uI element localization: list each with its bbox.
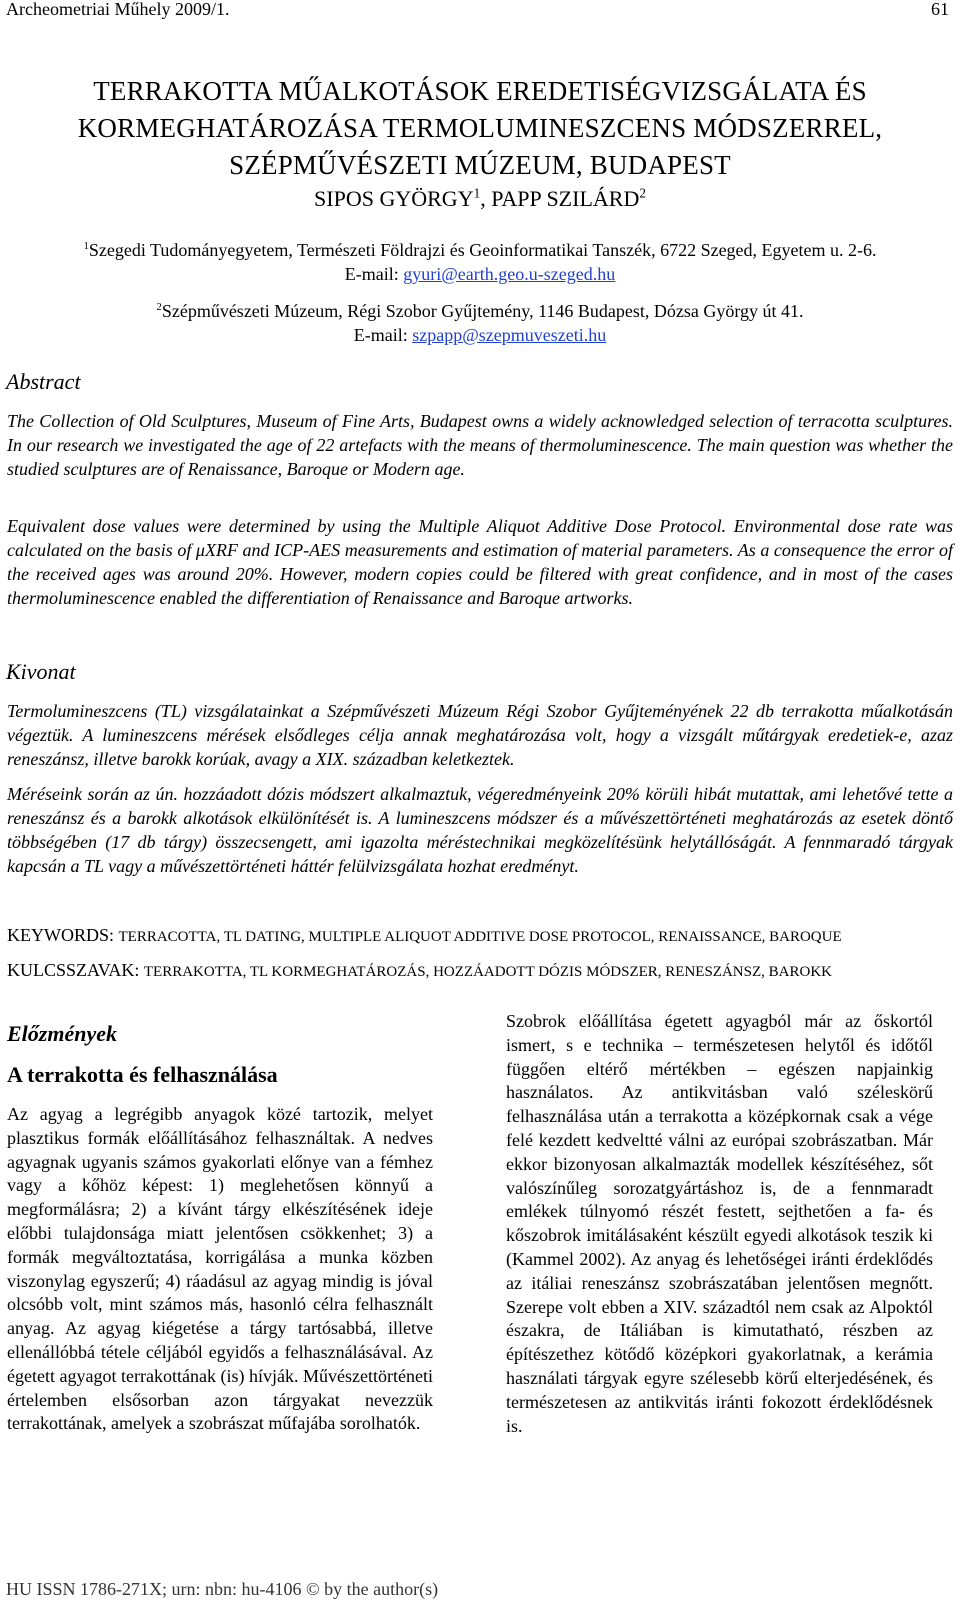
- abstract-paragraph-2: Equivalent dose values were determined by using the Multiple Aliquot Additive Dose Protocol. Environmental dose rate was calculated on the basis of μXRF and ICP-AES measurements and estimation of material parameters. As a consequence the error of the received ages was around 20%. However, modern copies could be filtered with great confidence, and in most of the cases thermoluminescence enabled the differentiation of Renaissance and Baroque artworks.: [7, 516, 953, 608]
- abstract-heading: Abstract: [6, 369, 81, 394]
- abstract-paragraph-1: The Collection of Old Sculptures, Museum of Fine Arts, Budapest owns a widely acknowledged selection of terracotta sculptures. In our research we investigated the age of 22 artefacts with the means of thermoluminescence. The main question was whether the studied sculptures are of Renaissance, Baroque or Modern age.: [7, 411, 953, 479]
- author-1: SIPOS GYÖRGY: [314, 186, 474, 211]
- title-line-1: TERRAKOTTA MŰALKOTÁSOK EREDETISÉGVIZSGÁLATA ÉS: [93, 76, 867, 106]
- title-line-2: KORMEGHATÁROZÁSA TERMOLUMINESZCENS MÓDSZERREL,: [77, 113, 883, 143]
- author-separator: ,: [480, 186, 492, 211]
- journal-header: Archeometriai Műhely 2009/1.: [6, 0, 230, 19]
- affiliation-2-text: Szépművészeti Múzeum, Régi Szobor Gyűjtemény, 1146 Budapest, Dózsa György út 41.: [161, 301, 804, 321]
- affiliation-1-email-label: E-mail:: [344, 264, 404, 284]
- paper-title: [0, 73, 960, 184]
- kulcsszavak-label: KULCSSZAVAK:: [7, 960, 140, 980]
- section-heading: Előzmények: [7, 1021, 117, 1046]
- author-list: [0, 186, 960, 212]
- affiliation-2-email-label: E-mail:: [353, 325, 413, 345]
- keywords-text: TERRACOTTA, TL DATING, MULTIPLE ALIQUOT ADDITIVE DOSE PROTOCOL, RENAISSANCE, BAROQUE: [118, 929, 842, 945]
- kulcsszavak-line: [7, 960, 832, 981]
- affiliation-1-email-link[interactable]: gyuri@earth.geo.u-szeged.hu: [403, 264, 616, 284]
- keywords-label: KEYWORDS:: [7, 925, 114, 945]
- author-2: PAPP SZILÁRD: [491, 186, 640, 211]
- affiliation-1-mark: 1: [83, 240, 89, 252]
- author-1-affiliation-mark: 1: [473, 185, 481, 201]
- left-column-text: Az agyag a legrégibb anyagok közé tartozik, melyet plasztikus formák előállításához felhasználtak. A nedves agyagnak ugyanis számos gyakorlati előnye van a fémhez vagy a kőhöz képest: 1) meglehetősen könnyű a megformálásra; 2) a kívánt tárgy elkészítésének ideje előbbi tulajdonsága miatt jelentősen csökkenhet; 3) a formák megváltoztatása, korrigálása a munka közben viszonylag egyszerű; 4) ráadásul az agyag mindig is jóval olcsóbb volt, mint számos más, hasonló célra felhasznált anyag. Az agyag kiégetése a tárgy tartósabbá, illetve ellenállóbbá tétele céljából egyidős a felhasználásával. Az égetett agyagot terrakottának (is) hívják. Művészettörténeti értelemben elsősorban azon tárgyakat nevezzük terrakottának, amelyek a szobrászat műfajába sorolhatók.: [7, 1104, 433, 1434]
- keywords-line: [7, 925, 842, 946]
- affiliation-1: [0, 238, 960, 286]
- affiliation-2: [0, 299, 960, 347]
- kivonat-paragraph-2: Méréseink során az ún. hozzáadott dózis módszert alkalmaztuk, végeredményeink 20% körüli hibát mutattak, ami lehetővé tette a reneszánsz és a barokk alkotások elkülönítését is. A lumineszcens módszer és a művészettörténeti meghatározás az esetek döntő többségében (17 db tárgy) összecsengett, ami igazolta méréstechnikai megközelítésünk helytállóságát. A fennmaradó tárgyak kapcsán a TL vagy a művészettörténeti háttér felülvizsgálata hozhat eredményt.: [7, 784, 953, 876]
- kulcsszavak-text: TERRAKOTTA, TL KORMEGHATÁROZÁS, HOZZÁADOTT DÓZIS MÓDSZER, RENESZÁNSZ, BAROKK: [143, 964, 832, 980]
- author-2-affiliation-mark: 2: [639, 185, 646, 201]
- kivonat-paragraph-1: Termolumineszcens (TL) vizsgálatainkat a Szépművészeti Múzeum Régi Szobor Gyűjteményének 22 db terrakotta műalkotásán végeztük. A lumineszcens mérések elsődleges célja annak meghatározása volt, hogy a vizsgált műtárgyak eredetiek-e, azaz reneszánsz, illetve barokk korúak, avagy a XIX. században keletkeztek.: [7, 701, 953, 769]
- subsection-heading: A terrakotta és felhasználása: [7, 1062, 278, 1087]
- affiliation-2-email-link[interactable]: szpapp@szepmuveszeti.hu: [412, 325, 607, 345]
- kivonat-heading: Kivonat: [6, 659, 76, 684]
- affiliation-2-mark: 2: [156, 301, 162, 313]
- affiliation-1-text: Szegedi Tudományegyetem, Természeti Földrajzi és Geoinformatikai Tanszék, 6722 Szeged, Egyetem u. 2-6.: [88, 240, 877, 260]
- page-number: 61: [931, 0, 949, 19]
- title-line-3: SZÉPMŰVÉSZETI MÚZEUM, BUDAPEST: [229, 150, 731, 180]
- right-column-text: Szobrok előállítása égetett agyagból már az őskortól ismert, s e technika – természetesen helytől és időtől függően eltérő mértékben – egészen napjainkig használatos. Az antikvitásban való széleskörű felhasználása után a terrakotta a középkornak csak a vége felé kezdett kedveltté válni az európai szobrászatban. Már ekkor bizonyosan alkalmazták modellek készítéséhez, sőt valószínűleg sorozatgyártáshoz is, de a fennmaradt emlékek túlnyomó részét festett, sejthetően a fa- és kőszobrok imitálásaként készült egyedi alkotások teszik ki (Kammel 2002). Az anyag és lehetőségei iránti érdeklődés az itáliai reneszánsz szobrászatában jelentősen megnőtt. Szerepe volt ebben a XIV. századtól nem csak az Alpoktól északra, de Itáliában is kimutatható, részben az építészethez kötődő középkori gyakorlatnak, a kerámia használati tárgyak egyre szélesebb körű elterjedésének, és természetesen az antikvitás iránti fokozott érdeklődésnek is.: [506, 1011, 933, 1436]
- footer-issn: HU ISSN 1786-271X; urn: nbn: hu-4106 © by the author(s): [6, 1579, 439, 1599]
